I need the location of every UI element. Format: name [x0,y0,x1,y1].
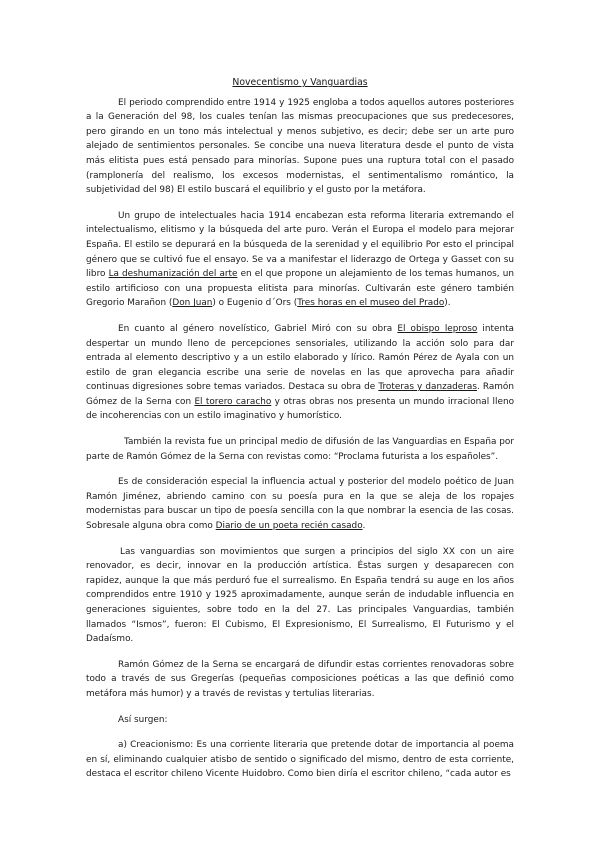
paragraph-gomez-serna: Ramón Gómez de la Serna se encargará de difundir estas corrientes renovadoras sobre todo a través de sus Gregerías (pequeñas composiciones poéticas a las que definió como metáfora más humor) y a través de revistas y tertulias literarias. [86,659,514,699]
paragraph-vanguardias: Las vanguardias son movimientos que surgen a principios del siglo XX con un aire renovador, es decir, innovar en la producción artística. Éstas surgen y desaparecen con rapidez, aunque la que más perduró fue el surrealismo. En España tendrá su auge en los años comprendidos entre 1910 y 1925 aproximadamente, aunque serán de indudable influencia en generaciones siguientes, sobre todo en la del 27. Las principales Vanguardias, también llamados “Ismos”, fueron: El Cubismo, El Expresionismo, El Surrealismo, El Futurismo y el Dadaísmo. [86,546,514,645]
paragraph-intelectuales: Un grupo de intelectuales hacia 1914 encabezan esta reforma literaria extremando el intelectualismo, elitismo y la búsqueda del arte puro. Verán el Europa el modelo para mejorar España. El estilo se depurará en la búsqueda de la serenidad y el equilibrio Por esto el principal género que se cultivó fue el ensayo. Se va a manifestar el liderazgo de Ortega y Gasset con su libro La deshumanización del arte en el que propone un alejamiento de los temas humanos, un estilo artificioso con una propuesta elitista para minorías. Cultivarán este género también Gregorio Marañon (Don Juan) o Eugenio d´Ors (Tres horas en el museo del Prado). [86,210,514,309]
paragraph-periodo: El periodo comprendido entre 1914 y 1925 engloba a todos aquellos autores posteriores a la Generación del 98, los cuales tenían las mismas preocupaciones que sus predecesores, pero girando en un tono más intelectual y menos subjetivo, es decir; debe ser un arte puro alejado de sentimientos personales. Se concibe una nueva literatura desde el punto de vista más elitista pues está pensado para minorías. Supone pues una ruptura total con el pasado (ramplonería del realismo, los excesos modernistas, el sentimentalismo romántico, la subjetividad del 98) El estilo buscará el equilibrio y el gusto por la metáfora. [86,97,514,196]
paragraph-juan-ramon: Es de consideración especial la influencia actual y posterior del modelo poético de Juan Ramón Jiménez, abriendo camino con su poesía pura en la que se aleja de los ropajes modernistas para buscar un tipo de poesía sencilla con la que nombrar la esencia de las cosas. Sobresale alguna obra como Diario de un poeta recién casado. [86,477,514,532]
work-title-torero-caracho: El torero caracho [194,396,272,407]
document-title: Novecentismo y Vanguardias [232,77,368,88]
work-title-don-juan: Don Juan [172,298,213,309]
paragraph-asi-surgen: Así surgen: [118,714,168,725]
work-title-obispo-leproso: El obispo leproso [397,323,478,334]
paragraph-novela: En cuanto al género novelístico, Gabriel Miró con su obra El obispo leproso intenta despertar un mundo lleno de percepciones sensoriales, utilizando la acción solo para dar entrada al elemento descriptivo y a un estilo elaborado y lírico. Ramón Pérez de Ayala con un estilo de gran elegancia escribe una serie de novelas en las que aprovecha para añadir continuas digresiones sobre temas variados. Destaca su obra de Troteras y danzaderas. Ramón Gómez de la Serna con El torero caracho y otras obras nos presenta un mundo irracional lleno de incoherencias con un estilo imaginativo y humorístico. [86,323,514,422]
work-title-troteras: Troteras y danzaderas [378,382,477,393]
work-title-diario-poeta: Diario de un poeta recién casado [215,521,363,532]
paragraph-revista: También la revista fue un principal medio de difusión de las Vanguardias en España por parte de Ramón Gómez de la Serna con revistas como: “Proclama futurista a los españoles”. [86,437,514,462]
paragraph-creacionismo: a) Creacionismo: Es una corriente literaria que pretende dotar de importancia al poema en sí, eliminando cualquier atisbo de sentido o significado del mismo, dentro de esta corriente, destaca el escritor chileno Vicente Huidobro. Como bien diría el escritor chileno, “cada autor es [86,740,514,780]
work-title-tres-horas: Tres horas en el museo del Prado [297,298,445,309]
work-title-deshumanizacion: La deshumanización del arte [108,269,238,280]
